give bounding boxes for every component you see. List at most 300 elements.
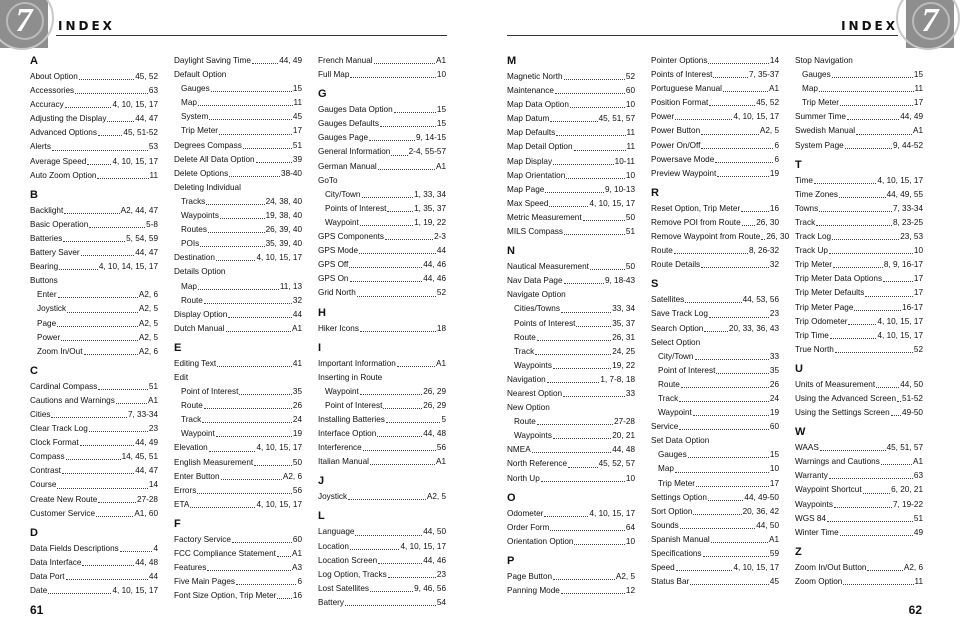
section-letter: N [507,245,515,258]
chapter-number: 7 [921,2,939,39]
entry-term: Data Interface [30,557,82,567]
entry-term: Map Detail Option [507,142,573,152]
index-entry [30,70,158,84]
entry-pages: 5, 54, 59 [126,233,158,243]
dot-leader [568,457,598,467]
dot-leader [876,378,899,388]
index-entry [30,232,158,246]
entry-term: Trip Meter [795,260,832,270]
entry-pages: 45, 52, 57 [598,459,635,469]
entry-term: Map [658,464,674,474]
entry-term: Track [795,217,816,227]
dot-leader [348,490,426,500]
entry-pages: 4, 10, 15, 17 [112,156,158,166]
dot-leader [374,54,435,64]
entry-term: Preview Waypoint [651,168,717,178]
entry-pages: 9, 10-13 [604,184,635,194]
entry-pages: 11 [626,142,635,152]
entry-pages: A1 [435,358,446,368]
section-letter: M [507,55,517,67]
index-entry [507,155,635,169]
index-entry [795,244,923,258]
entry-pages: 16 [769,203,779,213]
entry-term: Route Details [651,260,701,270]
index-entry [318,399,446,413]
index-entry [795,343,923,357]
entry-pages: 4, 10, 15, 17 [256,443,302,453]
index-entry [651,110,779,124]
entry-term: Using the Settings Screen [795,408,890,418]
entry-term: Elevation [174,443,208,453]
entry-pages: 26 [769,379,779,389]
index-entry [507,260,635,274]
entry-term: Delete Options [174,168,229,178]
entry-term: Order Form [507,522,550,532]
entry-term: Sounds [651,520,679,530]
dot-leader [350,272,423,282]
dot-leader [742,216,756,226]
dot-leader [832,68,913,78]
index-entry [651,307,779,321]
entry-pages: 49-50 [902,408,923,418]
dot-leader [709,307,769,317]
entry-pages: 10 [625,473,635,483]
index-entry [30,317,158,331]
dot-leader [64,204,119,214]
entry-term: Map Defaults [507,128,556,138]
dot-leader [845,139,892,149]
index-entry [30,204,158,218]
entry-pages: 10 [625,100,635,110]
entry-term: Clear Track Log [30,424,88,434]
index-entry [795,110,923,124]
index-entry [174,139,302,153]
entry-term: Hiker Icons [318,323,359,333]
entry-pages: 24, 25 [612,346,635,356]
entry-term: Map Data Option [507,100,569,110]
entry-term: Trip Meter Data Options [795,274,883,284]
index-entry [30,570,158,584]
index-entry [651,293,779,307]
index-entry [30,556,158,570]
entry-pages: 38-40 [281,168,302,178]
entry-term: Compass [30,452,65,462]
entry-pages: 45, 51-52 [123,128,158,138]
index-entry [651,406,779,420]
entry-pages: 45, 51, 57 [886,443,923,453]
entry-term: Full Map [318,70,350,80]
dot-leader [57,317,138,327]
index-entry [318,286,446,300]
entry-pages: 27-28 [614,417,635,427]
dot-leader [741,202,769,212]
index-column [507,54,635,598]
dot-leader [561,302,611,312]
entry-term: Navigate Option [507,290,566,300]
dot-leader [843,575,913,585]
index-entry [651,96,779,110]
entry-term: Adjusting the Display [30,114,107,124]
entry-term: Zoom In/Out Button [795,562,867,572]
index-entry [30,408,158,422]
entry-term: Waypoint [325,386,359,396]
entry-term: General Information [318,147,391,157]
entry-term: Points of Interest [325,203,387,213]
entry-pages: 63 [148,86,158,96]
section-letter: F [174,517,181,530]
entry-term: Max Speed [507,198,549,208]
index-entry [174,167,302,181]
index-entry [651,244,779,258]
index-entry [318,103,446,117]
entry-term: Powersave Mode [651,154,715,164]
index-entry [651,350,779,364]
entry-term: Power Button [651,126,701,136]
index-entry [318,258,446,272]
entry-term: Log Option, Tracks [318,569,387,579]
entry-pages: A2, 5 [615,571,635,581]
entry-pages: 50 [625,262,635,272]
index-entry [174,96,302,110]
dot-leader [829,469,913,479]
entry-term: Position Format [651,98,709,108]
entry-term: Route [514,332,536,342]
entry-term: Trip Time [795,330,829,340]
dot-leader [65,98,112,108]
dot-leader [120,542,153,552]
entry-pages: A3 [291,563,302,573]
header-rule [56,35,447,36]
index-entry [174,456,302,470]
entry-term: Map [181,281,197,291]
index-entry [795,96,923,110]
dot-leader [84,345,138,355]
entry-pages: 6, 20, 21 [891,485,923,495]
index-entry [318,54,446,68]
dot-leader [197,484,292,494]
entry-term: Location [318,541,349,551]
entry-pages: 4, 10, 15, 17 [112,586,158,595]
dot-leader [681,378,769,388]
entry-term: Course [30,480,57,490]
entry-pages: 11 [914,84,923,94]
entry-term: Remove POI from Route [651,217,741,227]
entry-pages: A1, 60 [134,508,158,518]
entry-pages: A2, 5 [426,492,446,502]
index-entry [795,301,923,315]
entry-term: Specifications [651,549,702,558]
dot-leader [62,464,134,474]
entry-pages: 26, 39, 40 [265,225,302,235]
index-entry [30,464,158,478]
index-entry [507,84,635,98]
dot-leader [386,413,441,423]
header-rule [507,35,898,36]
entry-pages: A2, 6 [903,562,923,572]
index-entry [174,294,302,308]
section-letter: U [795,362,803,375]
entry-term: Daylight Saving Time [174,56,251,65]
entry-pages: 44, 49, 55 [886,189,923,199]
entry-term: Route [181,295,203,305]
entry-term: Search Option [651,323,704,333]
entry-term: Cities [30,409,51,419]
entry-term: Errors [174,485,197,495]
index-entry [795,469,923,483]
dot-leader [217,357,292,367]
index-entry [174,308,302,322]
entry-pages: 44, 50 [900,379,923,389]
dot-leader [63,232,125,242]
dot-leader [48,584,111,594]
index-entry [507,570,635,584]
entry-pages: 2-3 [434,232,446,242]
entry-pages: 6 [774,140,779,150]
index-entry [795,82,923,96]
entry-pages: 23, 53 [900,232,923,242]
dot-leader [355,525,422,535]
index-entry [651,519,779,533]
index-entry [174,124,302,138]
entry-pages: 24 [292,415,302,425]
entry-pages: 52 [913,344,923,354]
entry-pages: 45 [292,112,302,122]
entry-term: Towns [795,203,819,213]
index-entry [507,373,635,387]
index-entry [507,274,635,288]
entry-term: Basic Operation [30,219,89,229]
entry-term: Enter [37,290,57,300]
entry-pages: 4, 10, 14, 15, 17 [98,262,158,272]
page-number: 61 [30,603,44,617]
dot-leader [228,308,292,318]
section-letter: D [30,526,38,539]
entry-term: Data Port [30,571,65,581]
entry-term: Warranty [795,471,828,481]
index-entry [318,582,446,596]
entry-term: Details Option [174,267,226,277]
entry-term: System Page [795,140,844,150]
dot-leader [713,68,748,78]
index-entry [30,98,158,112]
dot-leader [66,450,121,460]
dot-leader [107,112,134,122]
entry-term: Time [795,175,813,185]
entry-pages: 33 [769,351,779,361]
dot-leader [216,251,256,261]
dot-leader [549,197,588,207]
section-letter: A [30,55,38,67]
entry-term: Waypoints [795,499,833,509]
index-entry [318,145,446,159]
dot-leader [839,188,886,198]
entry-term: Date [30,586,48,595]
index-entry [30,450,158,464]
entry-pages: 51 [625,227,635,237]
entry-pages: 44, 47 [135,114,158,124]
section-letter: T [795,158,802,171]
entry-term: Remove Waypoint from Route [651,232,761,242]
dot-leader [881,455,912,465]
index-entry [318,131,446,145]
index-entry [174,533,302,547]
index-entry [795,406,923,420]
entry-pages: 23 [769,309,779,319]
entry-pages: 4, 10, 15, 17 [256,253,302,263]
index-entry [507,288,635,302]
index-entry [318,160,446,174]
entry-pages: 4, 10, 15, 17 [400,541,446,551]
index-entry [174,441,302,455]
index-entry [507,70,635,84]
entry-term: Points of Interest [514,318,576,328]
section-letter: C [30,364,38,377]
entry-pages: 53 [148,142,158,152]
dot-leader [397,357,435,367]
dot-leader [541,472,625,482]
entry-pages: 45, 51, 57 [598,114,635,124]
index-entry [507,112,635,126]
entry-term: Trip Odometer [795,316,848,326]
entry-pages: 7, 19-22 [892,499,923,509]
dot-leader [835,343,913,353]
index-entry [174,385,302,399]
entry-pages: 17 [292,126,302,136]
entry-pages: 51 [148,381,158,391]
index-entry [174,181,302,195]
entry-pages: 14 [769,56,779,65]
entry-term: Winter Time [795,527,839,537]
entry-term: Tracks [181,196,206,206]
entry-term: GPS Components [318,232,384,242]
dot-leader [66,570,148,580]
dot-leader [98,493,136,503]
dot-leader [695,350,769,360]
entry-term: Average Speed [30,156,87,166]
index-entry [318,385,446,399]
dot-leader [377,427,422,437]
index-entry [174,195,302,209]
entry-pages: 26 [292,401,302,411]
dot-leader [537,331,611,341]
index-entry [174,399,302,413]
entry-term: Gauges Page [318,133,369,143]
entry-term: Service [651,422,679,432]
index-entry [318,230,446,244]
dot-leader [553,359,611,369]
index-entry [795,392,923,406]
entry-pages: 11, 13 [279,281,302,291]
index-entry [174,484,302,498]
entry-pages: 10 [625,170,635,180]
index-entry [795,202,923,216]
dot-leader [59,260,98,270]
index-title: INDEX [58,19,115,33]
dot-leader [709,96,755,106]
entry-term: Battery Saver [30,248,80,258]
index-entry [651,477,779,491]
index-entry [30,422,158,436]
dot-leader [75,84,148,94]
entry-pages: A1 [912,457,923,467]
dot-leader [854,301,901,311]
entry-pages: A1 [435,56,446,65]
index-entry [795,174,923,188]
entry-pages: 8, 26-32 [748,246,779,256]
entry-pages: 20, 36, 42 [742,506,779,516]
entry-pages: 56 [292,485,302,495]
dot-leader [360,385,422,395]
index-entry [318,525,446,539]
entry-term: Navigation [507,374,546,384]
entry-term: Trip Meter [181,126,218,136]
index-entry [318,413,446,427]
entry-pages: 45, 52 [756,98,779,108]
index-entry [795,498,923,512]
index-entry [651,505,779,519]
entry-pages: 44, 49 [900,112,923,122]
entry-pages: 60 [625,86,635,96]
entry-pages: 44, 48 [612,445,635,455]
entry-pages: 59 [769,549,779,558]
entry-pages: 35 [292,387,302,397]
entry-pages: 15 [769,450,779,460]
entry-term: Dutch Manual [174,323,225,333]
entry-pages: 11 [149,170,158,180]
entry-pages: 17 [913,274,923,284]
entry-pages: 15 [436,119,446,129]
entry-term: Waypoints [514,360,552,370]
dot-leader [232,533,292,543]
index-entry [507,415,635,429]
dot-leader [277,547,291,557]
index-entry [174,589,302,603]
entry-pages: 51 [292,140,302,150]
dot-leader [680,519,755,529]
index-entry [507,126,635,140]
index-entry [507,472,635,486]
index-entry [318,244,446,258]
dot-leader [834,498,892,508]
entry-term: Waypoint [325,217,359,227]
index-entry [174,371,302,385]
entry-term: Power [37,332,61,342]
section-letter: R [651,186,659,199]
dot-leader [357,286,436,296]
dot-leader [827,512,913,522]
entry-term: Accuracy [30,100,64,110]
entry-term: Page Button [507,571,553,581]
entry-pages: 44 [436,246,446,256]
entry-term: Factory Service [174,534,231,544]
dot-leader [715,153,773,163]
entry-term: Joystick [318,492,348,502]
index-column [795,54,923,589]
section-letter: E [174,341,182,354]
entry-term: GPS Mode [318,246,359,256]
index-entry [174,223,302,237]
dot-leader [553,570,615,580]
index-entry [30,260,158,274]
entry-pages: 10 [913,246,923,256]
entry-term: Enter Button [174,471,220,481]
dot-leader [394,103,436,113]
dot-leader [574,535,624,545]
index-entry [795,441,923,455]
dot-leader [532,443,612,453]
dot-leader [200,237,264,247]
entry-term: Points of Interest [651,70,713,80]
